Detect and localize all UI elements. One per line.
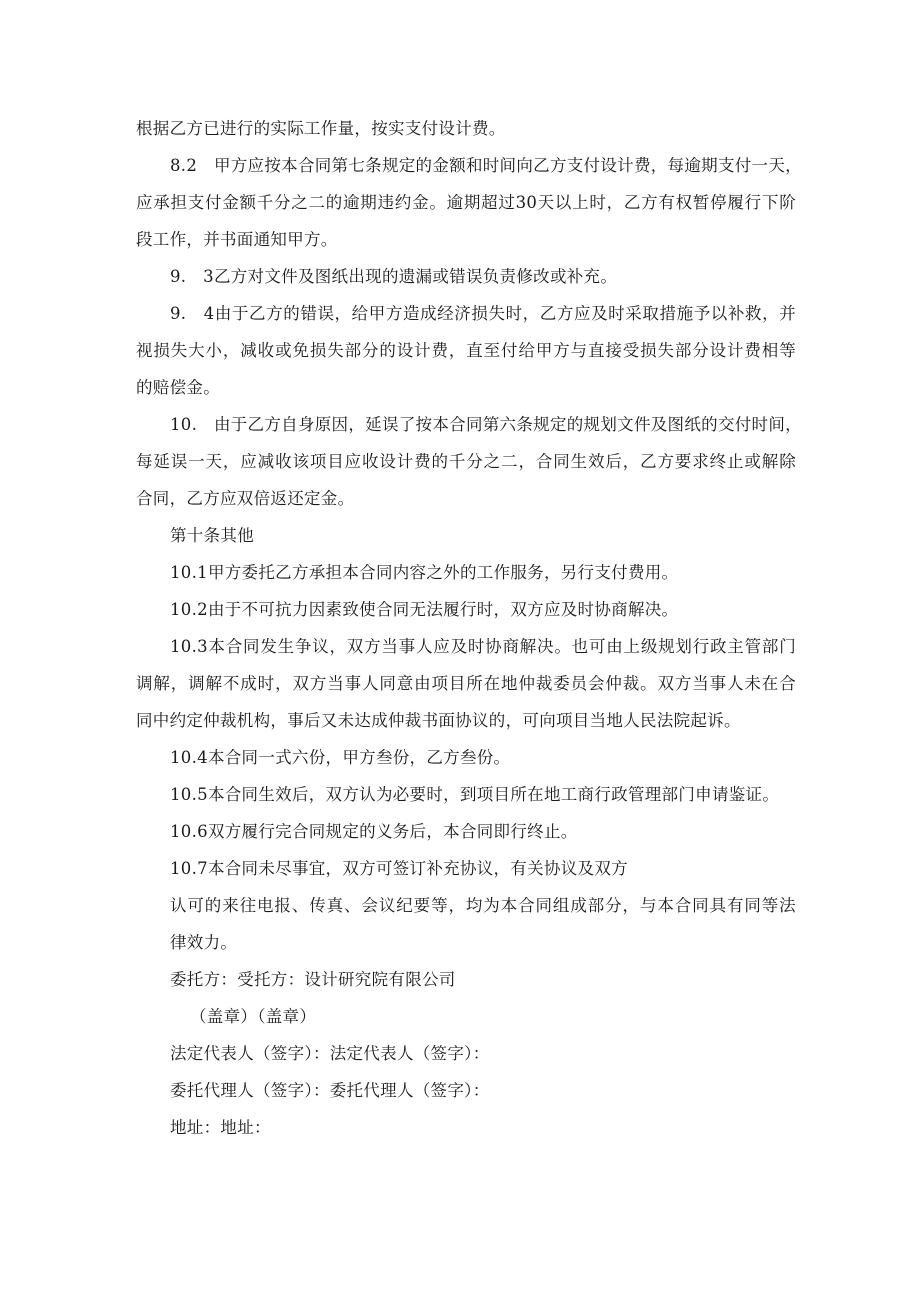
paragraph-line: 视损失大小，减收或免损失部分的设计费，直至付给甲方与直接受损失部分设计费相等: [136, 341, 796, 360]
signature-address: 地址：地址：: [170, 1118, 271, 1137]
clause-10-3-line: 10.3本合同发生争议，双方当事人应及时协商解决。也可由上级规划行政主管部门: [170, 637, 796, 656]
paragraph-line: 调解，调解不成时，双方当事人同意由项目所在地仲裁委员会仲裁。双方当事人未在合: [136, 674, 796, 693]
clause-8-2-line: 8.2 甲方应按本合同第七条规定的金额和时间向乙方支付设计费，每逾期支付一天，: [170, 156, 802, 175]
signature-seals: （盖章）（盖章）: [190, 1007, 317, 1026]
signature-parties: 委托方：受托方：设计研究院有限公司: [170, 970, 456, 989]
paragraph-line: 段工作，并书面通知甲方。: [136, 230, 338, 249]
paragraph-line: 合同，乙方应双倍返还定金。: [136, 489, 355, 508]
clause-10-6-line: 10.6双方履行完合同规定的义务后，本合同即行终止。: [170, 822, 578, 841]
clause-10-4-line: 10.4本合同一式六份，甲方叁份，乙方叁份。: [170, 748, 511, 767]
paragraph-line: 律效力。: [170, 933, 238, 952]
paragraph-line: 认可的来往电报、传真、会议纪要等，均为本合同组成部分，与本合同具有同等法: [170, 896, 796, 915]
clause-10-line: 10. 由于乙方自身原因，延误了按本合同第六条规定的规划文件及图纸的交付时间，: [170, 415, 802, 434]
paragraph-line: 同中约定仲裁机构，事后又未达成仲裁书面协议的，可向项目当地人民法院起诉。: [136, 711, 741, 730]
signature-agent: 委托代理人（签字）：委托代理人（签字）：: [170, 1081, 490, 1100]
paragraph-line: 的赔偿金。: [136, 378, 220, 397]
paragraph-line: 每延误一天，应减收该项目应收设计费的千分之二，合同生效后，乙方要求终止或解除: [136, 452, 796, 471]
clause-10-2-line: 10.2由于不可抗力因素致使合同无法履行时，双方应及时协商解决。: [170, 600, 679, 619]
clause-9-3-line: 9. 3乙方对文件及图纸出现的遗漏或错误负责修改或补充。: [170, 267, 618, 286]
signature-legal-rep: 法定代表人（签字）：法定代表人（签字）：: [170, 1044, 490, 1063]
paragraph-line: 根据乙方已进行的实际工作量，按实支付设计费。: [136, 119, 506, 138]
clause-10-7-line: 10.7本合同未尽事宜，双方可签订补充协议，有关协议及双方: [170, 859, 628, 878]
section-heading: 第十条其他: [170, 526, 254, 545]
paragraph-line: 应承担支付金额千分之二的逾期违约金。逾期超过30天以上时，乙方有权暂停履行下阶: [136, 193, 796, 212]
clause-10-1-line: 10.1甲方委托乙方承担本合同内容之外的工作服务，另行支付费用。: [170, 563, 679, 582]
clause-9-4-line: 9. 4由于乙方的错误，给甲方造成经济损失时，乙方应及时采取措施予以补救，并: [170, 304, 796, 323]
clause-10-5-line: 10.5本合同生效后，双方认为必要时，到项目所在地工商行政管理部门申请鉴证。: [170, 785, 780, 804]
